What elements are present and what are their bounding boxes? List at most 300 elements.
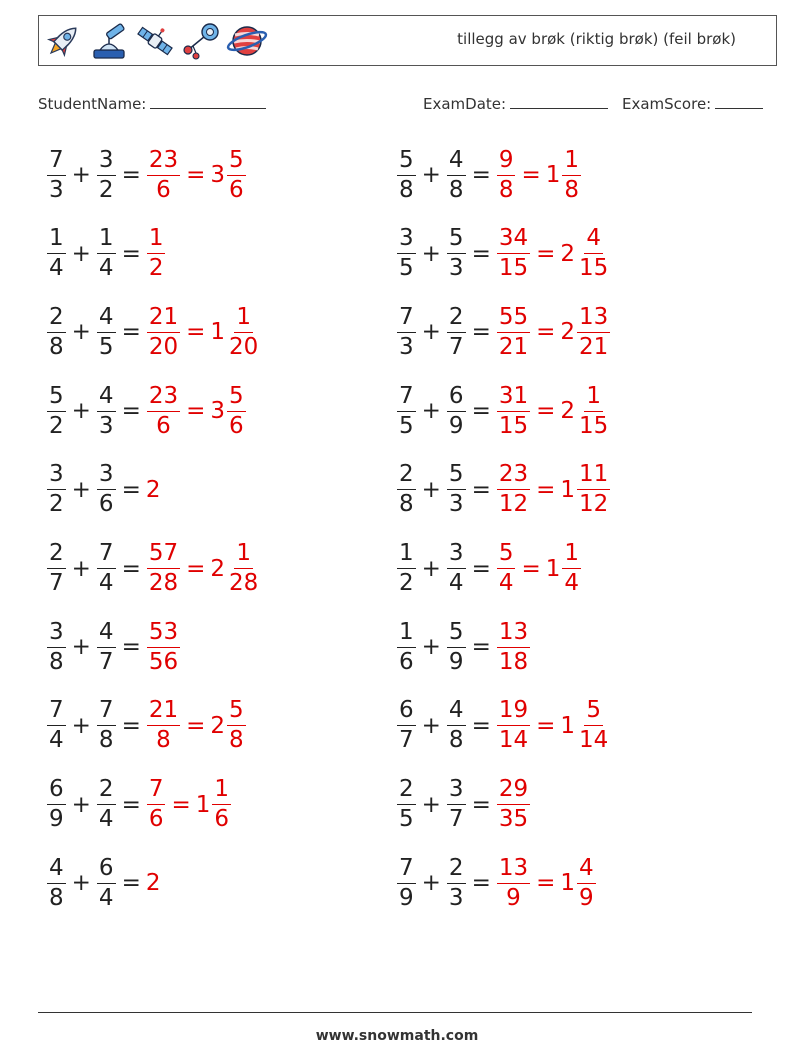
header-box bbox=[38, 15, 777, 66]
plus-sign: + bbox=[421, 712, 441, 739]
mixed-fraction bbox=[562, 146, 581, 203]
addend-2 bbox=[447, 778, 466, 831]
exam-score-field[interactable] bbox=[622, 94, 763, 113]
denominator: 4 bbox=[98, 255, 114, 282]
mixed-fraction bbox=[212, 778, 231, 831]
equals-sign: = bbox=[521, 162, 541, 188]
numerator: 4 bbox=[584, 227, 603, 254]
answer-fraction bbox=[147, 227, 166, 280]
numerator: 1 bbox=[47, 227, 66, 254]
numerator: 5 bbox=[497, 542, 516, 569]
denominator: 9 bbox=[448, 648, 464, 675]
numerator: 6 bbox=[447, 385, 466, 412]
problem-item bbox=[46, 773, 232, 837]
denominator: 28 bbox=[148, 570, 179, 596]
numerator: 4 bbox=[97, 621, 116, 648]
mixed-whole: 3 bbox=[210, 162, 226, 188]
addend-2 bbox=[97, 778, 116, 831]
denominator: 3 bbox=[49, 176, 64, 203]
mixed-whole: 2 bbox=[210, 712, 226, 739]
numerator: 2 bbox=[447, 306, 466, 333]
denominator: 14 bbox=[498, 727, 529, 754]
denominator: 2 bbox=[98, 176, 114, 203]
answer-fraction bbox=[497, 146, 516, 203]
numerator: 6 bbox=[397, 699, 416, 726]
addend-2 bbox=[97, 463, 116, 516]
plus-sign: + bbox=[421, 634, 441, 661]
denominator: 8 bbox=[98, 727, 114, 754]
numerator: 2 bbox=[47, 542, 66, 569]
problem-item bbox=[46, 458, 160, 522]
denominator: 6 bbox=[98, 491, 114, 518]
exam-score-label: ExamScore: bbox=[622, 95, 712, 113]
denominator: 3 bbox=[399, 333, 414, 360]
addend-1 bbox=[397, 463, 416, 516]
student-name-label: StudentName: bbox=[38, 95, 147, 113]
numerator: 7 bbox=[397, 857, 416, 884]
equals-sign: = bbox=[471, 870, 491, 897]
numerator: 1 bbox=[212, 778, 231, 805]
plus-sign: + bbox=[71, 555, 91, 582]
equals-sign: = bbox=[121, 555, 141, 582]
problem-item bbox=[396, 851, 597, 915]
addend-1 bbox=[47, 699, 66, 752]
numerator: 7 bbox=[397, 385, 416, 412]
denominator: 15 bbox=[498, 255, 529, 282]
numerator: 7 bbox=[397, 306, 416, 333]
numerator: 2 bbox=[397, 778, 416, 805]
numerator: 21 bbox=[147, 699, 180, 726]
problem-item bbox=[396, 773, 531, 837]
mixed-fraction bbox=[562, 542, 581, 595]
answer-whole: 2 bbox=[145, 476, 161, 503]
equals-sign: = bbox=[121, 476, 141, 503]
numerator: 7 bbox=[97, 699, 116, 726]
numerator: 3 bbox=[97, 463, 116, 490]
mixed-fraction bbox=[227, 382, 246, 439]
addend-1 bbox=[47, 146, 66, 203]
denominator: 4 bbox=[98, 806, 114, 833]
numerator: 23 bbox=[147, 385, 180, 412]
footer-url: www.snowmath.com bbox=[315, 1028, 479, 1044]
equals-sign: = bbox=[471, 476, 491, 503]
numerator: 4 bbox=[447, 149, 466, 176]
addend-2 bbox=[97, 854, 116, 911]
denominator: 8 bbox=[448, 727, 464, 754]
numerator: 5 bbox=[584, 699, 603, 726]
denominator: 6 bbox=[214, 806, 230, 833]
denominator: 18 bbox=[498, 648, 529, 675]
denominator: 15 bbox=[579, 255, 609, 282]
numerator: 5 bbox=[227, 385, 246, 412]
equals-sign: = bbox=[536, 476, 556, 503]
numerator: 4 bbox=[447, 699, 466, 726]
denominator: 8 bbox=[49, 648, 64, 675]
equals-sign: = bbox=[471, 791, 491, 818]
mixed-fraction bbox=[577, 227, 610, 280]
plus-sign: + bbox=[71, 712, 91, 739]
mixed-fraction bbox=[227, 542, 260, 595]
addend-1 bbox=[47, 542, 66, 595]
equals-sign: = bbox=[471, 398, 491, 425]
denominator: 4 bbox=[448, 570, 464, 596]
equals-sign: = bbox=[121, 398, 141, 425]
mixed-whole: 1 bbox=[560, 712, 576, 739]
numerator: 57 bbox=[147, 542, 180, 569]
addend-2 bbox=[447, 382, 466, 439]
denominator: 9 bbox=[506, 884, 521, 911]
answer-fraction bbox=[497, 303, 530, 360]
numerator: 4 bbox=[47, 857, 66, 884]
numerator: 1 bbox=[584, 385, 603, 412]
addend-2 bbox=[447, 463, 466, 516]
numerator: 1 bbox=[147, 227, 166, 254]
numerator: 53 bbox=[147, 621, 180, 648]
problem-item bbox=[396, 300, 611, 364]
addend-1 bbox=[47, 227, 66, 280]
equals-sign: = bbox=[121, 712, 141, 739]
denominator: 6 bbox=[399, 648, 414, 675]
plus-sign: + bbox=[71, 398, 91, 425]
numerator: 7 bbox=[97, 542, 116, 569]
answer-fraction bbox=[497, 699, 530, 752]
mixed-fraction bbox=[577, 463, 610, 516]
mixed-fraction bbox=[227, 303, 260, 360]
denominator: 4 bbox=[98, 570, 114, 596]
exam-date-label: ExamDate: bbox=[423, 95, 507, 113]
numerator: 31 bbox=[497, 385, 530, 412]
numerator: 6 bbox=[47, 778, 66, 805]
denominator: 9 bbox=[448, 412, 464, 439]
denominator: 7 bbox=[49, 570, 64, 596]
mixed-fraction bbox=[577, 303, 610, 360]
problem-item bbox=[46, 379, 247, 443]
plus-sign: + bbox=[421, 240, 441, 267]
problem-item bbox=[396, 694, 611, 758]
problem-item bbox=[396, 458, 611, 522]
answer-fraction bbox=[497, 542, 516, 595]
addend-2 bbox=[97, 618, 116, 675]
plus-sign: + bbox=[71, 319, 91, 346]
denominator: 15 bbox=[579, 412, 609, 439]
denominator: 6 bbox=[156, 176, 171, 203]
answer-fraction bbox=[497, 382, 530, 439]
equals-sign: = bbox=[536, 870, 556, 897]
plus-sign: + bbox=[71, 870, 91, 897]
denominator: 9 bbox=[49, 806, 64, 833]
denominator: 8 bbox=[49, 333, 64, 360]
denominator: 2 bbox=[49, 412, 64, 439]
equals-sign: = bbox=[121, 791, 141, 818]
denominator: 5 bbox=[399, 412, 414, 439]
problem-item bbox=[46, 851, 160, 915]
numerator: 3 bbox=[47, 621, 66, 648]
addend-2 bbox=[97, 303, 116, 360]
space-probe-icon bbox=[180, 20, 222, 62]
mixed-whole: 2 bbox=[560, 319, 576, 346]
problem-item bbox=[396, 615, 531, 679]
addend-1 bbox=[47, 303, 66, 360]
numerator: 3 bbox=[447, 542, 466, 569]
plus-sign: + bbox=[71, 162, 91, 188]
denominator: 8 bbox=[448, 176, 464, 203]
denominator: 3 bbox=[448, 884, 464, 911]
equals-sign: = bbox=[171, 791, 191, 818]
addend-1 bbox=[397, 699, 416, 752]
mixed-fraction bbox=[577, 854, 596, 911]
plus-sign: + bbox=[71, 634, 91, 661]
numerator: 13 bbox=[497, 621, 530, 648]
equals-sign: = bbox=[536, 240, 556, 267]
worksheet-title: tillegg av brøk (riktig brøk) (feil brøk) bbox=[457, 30, 736, 48]
plus-sign: + bbox=[421, 162, 441, 188]
addend-2 bbox=[97, 699, 116, 752]
numerator: 13 bbox=[577, 306, 610, 333]
problem-item bbox=[396, 222, 611, 286]
addend-1 bbox=[47, 382, 66, 439]
denominator: 20 bbox=[148, 333, 179, 360]
answer-whole: 2 bbox=[145, 870, 161, 897]
answer-fraction bbox=[147, 146, 180, 203]
equals-sign: = bbox=[186, 319, 206, 346]
numerator: 4 bbox=[577, 857, 596, 884]
numerator: 3 bbox=[47, 463, 66, 490]
answer-fraction bbox=[497, 854, 530, 911]
addend-1 bbox=[397, 618, 416, 675]
icon-strip bbox=[42, 20, 268, 62]
numerator: 4 bbox=[97, 385, 116, 412]
numerator: 7 bbox=[147, 778, 166, 805]
plus-sign: + bbox=[421, 791, 441, 818]
numerator: 5 bbox=[227, 149, 246, 176]
numerator: 23 bbox=[497, 463, 530, 490]
denominator: 6 bbox=[229, 176, 244, 203]
denominator: 6 bbox=[229, 412, 244, 439]
equals-sign: = bbox=[186, 712, 206, 739]
denominator: 14 bbox=[579, 727, 609, 754]
numerator: 5 bbox=[447, 463, 466, 490]
equals-sign: = bbox=[471, 634, 491, 661]
denominator: 8 bbox=[498, 176, 514, 203]
numerator: 2 bbox=[397, 463, 416, 490]
numerator: 1 bbox=[562, 542, 581, 569]
problem-item bbox=[46, 300, 261, 364]
denominator: 8 bbox=[564, 176, 580, 203]
addend-1 bbox=[47, 463, 66, 516]
equals-sign: = bbox=[186, 555, 206, 582]
answer-fraction bbox=[147, 618, 180, 675]
mixed-whole: 2 bbox=[560, 240, 576, 267]
denominator: 8 bbox=[229, 727, 244, 754]
denominator: 4 bbox=[49, 255, 64, 282]
addend-1 bbox=[397, 542, 416, 595]
satellite-icon bbox=[134, 20, 176, 62]
problem-item bbox=[396, 379, 611, 443]
plus-sign: + bbox=[71, 476, 91, 503]
addend-2 bbox=[447, 542, 466, 595]
numerator: 1 bbox=[234, 306, 253, 333]
denominator: 6 bbox=[148, 806, 164, 833]
rocket-icon bbox=[42, 20, 84, 62]
answer-fraction bbox=[147, 303, 180, 360]
denominator: 7 bbox=[448, 806, 464, 833]
mixed-whole: 1 bbox=[560, 476, 576, 503]
problem-item bbox=[396, 143, 582, 207]
denominator: 7 bbox=[399, 727, 414, 754]
denominator: 5 bbox=[98, 333, 114, 360]
footer-divider bbox=[38, 1012, 752, 1013]
planet-icon bbox=[226, 20, 268, 62]
numerator: 1 bbox=[234, 542, 253, 569]
equals-sign: = bbox=[121, 240, 141, 267]
answer-fraction bbox=[147, 778, 166, 831]
mixed-fraction bbox=[227, 699, 246, 752]
addend-2 bbox=[447, 146, 466, 203]
equals-sign: = bbox=[471, 712, 491, 739]
mixed-fraction bbox=[577, 699, 610, 752]
equals-sign: = bbox=[186, 162, 206, 188]
answer-fraction bbox=[497, 463, 530, 516]
denominator: 4 bbox=[498, 570, 514, 596]
problem-item bbox=[46, 143, 247, 207]
addend-2 bbox=[97, 227, 116, 280]
numerator: 9 bbox=[497, 149, 516, 176]
numerator: 34 bbox=[497, 227, 530, 254]
addend-2 bbox=[447, 618, 466, 675]
addend-2 bbox=[447, 303, 466, 360]
plus-sign: + bbox=[421, 319, 441, 346]
problem-item bbox=[46, 222, 166, 286]
denominator: 2 bbox=[148, 255, 164, 282]
numerator: 1 bbox=[397, 542, 416, 569]
numerator: 5 bbox=[227, 699, 246, 726]
denominator: 56 bbox=[148, 648, 179, 675]
equals-sign: = bbox=[536, 712, 556, 739]
numerator: 2 bbox=[447, 857, 466, 884]
problem-item bbox=[396, 537, 582, 601]
student-name-field[interactable] bbox=[38, 94, 266, 113]
exam-date-line[interactable] bbox=[510, 94, 608, 109]
denominator: 20 bbox=[229, 333, 259, 360]
numerator: 6 bbox=[97, 857, 116, 884]
mixed-whole: 2 bbox=[560, 398, 576, 425]
addend-1 bbox=[397, 382, 416, 439]
addend-1 bbox=[397, 303, 416, 360]
addend-1 bbox=[397, 854, 416, 911]
equals-sign: = bbox=[121, 162, 141, 188]
denominator: 15 bbox=[498, 412, 529, 439]
denominator: 4 bbox=[49, 727, 64, 754]
denominator: 8 bbox=[399, 491, 414, 518]
addend-2 bbox=[97, 542, 116, 595]
numerator: 7 bbox=[47, 149, 66, 176]
numerator: 7 bbox=[47, 699, 66, 726]
mixed-whole: 1 bbox=[545, 162, 561, 188]
denominator: 21 bbox=[498, 333, 529, 360]
denominator: 21 bbox=[579, 333, 609, 360]
denominator: 9 bbox=[399, 884, 414, 911]
addend-1 bbox=[47, 854, 66, 911]
mixed-whole: 1 bbox=[560, 870, 576, 897]
plus-sign: + bbox=[421, 870, 441, 897]
answer-fraction bbox=[497, 778, 530, 831]
denominator: 6 bbox=[156, 412, 171, 439]
numerator: 4 bbox=[97, 306, 116, 333]
addend-1 bbox=[397, 227, 416, 280]
numerator: 5 bbox=[447, 621, 466, 648]
student-name-line[interactable] bbox=[150, 94, 266, 109]
answer-fraction bbox=[147, 542, 180, 595]
denominator: 12 bbox=[579, 491, 609, 518]
equals-sign: = bbox=[471, 319, 491, 346]
mixed-whole: 3 bbox=[210, 398, 226, 425]
denominator: 28 bbox=[229, 570, 259, 596]
mixed-whole: 1 bbox=[210, 319, 226, 346]
mixed-fraction bbox=[227, 146, 246, 203]
addend-2 bbox=[447, 699, 466, 752]
telescope-icon bbox=[88, 20, 130, 62]
denominator: 3 bbox=[98, 412, 114, 439]
denominator: 5 bbox=[399, 255, 414, 282]
equals-sign: = bbox=[471, 162, 491, 188]
answer-fraction bbox=[147, 699, 180, 752]
denominator: 5 bbox=[399, 806, 414, 833]
numerator: 11 bbox=[577, 463, 610, 490]
denominator: 35 bbox=[498, 806, 529, 833]
denominator: 2 bbox=[49, 491, 64, 518]
plus-sign: + bbox=[421, 476, 441, 503]
problem-item bbox=[46, 694, 247, 758]
equals-sign: = bbox=[471, 240, 491, 267]
equals-sign: = bbox=[121, 634, 141, 661]
numerator: 19 bbox=[497, 699, 530, 726]
numerator: 5 bbox=[47, 385, 66, 412]
numerator: 55 bbox=[497, 306, 530, 333]
answer-fraction bbox=[497, 227, 530, 280]
mixed-whole: 2 bbox=[210, 555, 226, 582]
numerator: 5 bbox=[447, 227, 466, 254]
equals-sign: = bbox=[521, 555, 541, 582]
denominator: 8 bbox=[399, 176, 414, 203]
denominator: 12 bbox=[498, 491, 529, 518]
exam-date-field[interactable] bbox=[423, 94, 608, 113]
numerator: 23 bbox=[147, 149, 180, 176]
numerator: 1 bbox=[562, 149, 581, 176]
denominator: 3 bbox=[448, 255, 464, 282]
addend-1 bbox=[47, 618, 66, 675]
mixed-whole: 1 bbox=[545, 555, 561, 582]
answer-fraction bbox=[497, 618, 530, 675]
equals-sign: = bbox=[121, 870, 141, 897]
denominator: 7 bbox=[98, 648, 114, 675]
numerator: 3 bbox=[97, 149, 116, 176]
addend-2 bbox=[447, 227, 466, 280]
plus-sign: + bbox=[71, 240, 91, 267]
denominator: 8 bbox=[49, 884, 64, 911]
addend-2 bbox=[447, 854, 466, 911]
denominator: 9 bbox=[579, 884, 594, 911]
denominator: 4 bbox=[564, 570, 580, 596]
mixed-fraction bbox=[577, 382, 610, 439]
numerator: 3 bbox=[447, 778, 466, 805]
exam-score-line[interactable] bbox=[715, 94, 763, 109]
addend-2 bbox=[97, 382, 116, 439]
plus-sign: + bbox=[71, 791, 91, 818]
numerator: 2 bbox=[47, 306, 66, 333]
addend-1 bbox=[47, 778, 66, 831]
equals-sign: = bbox=[536, 398, 556, 425]
numerator: 1 bbox=[397, 621, 416, 648]
